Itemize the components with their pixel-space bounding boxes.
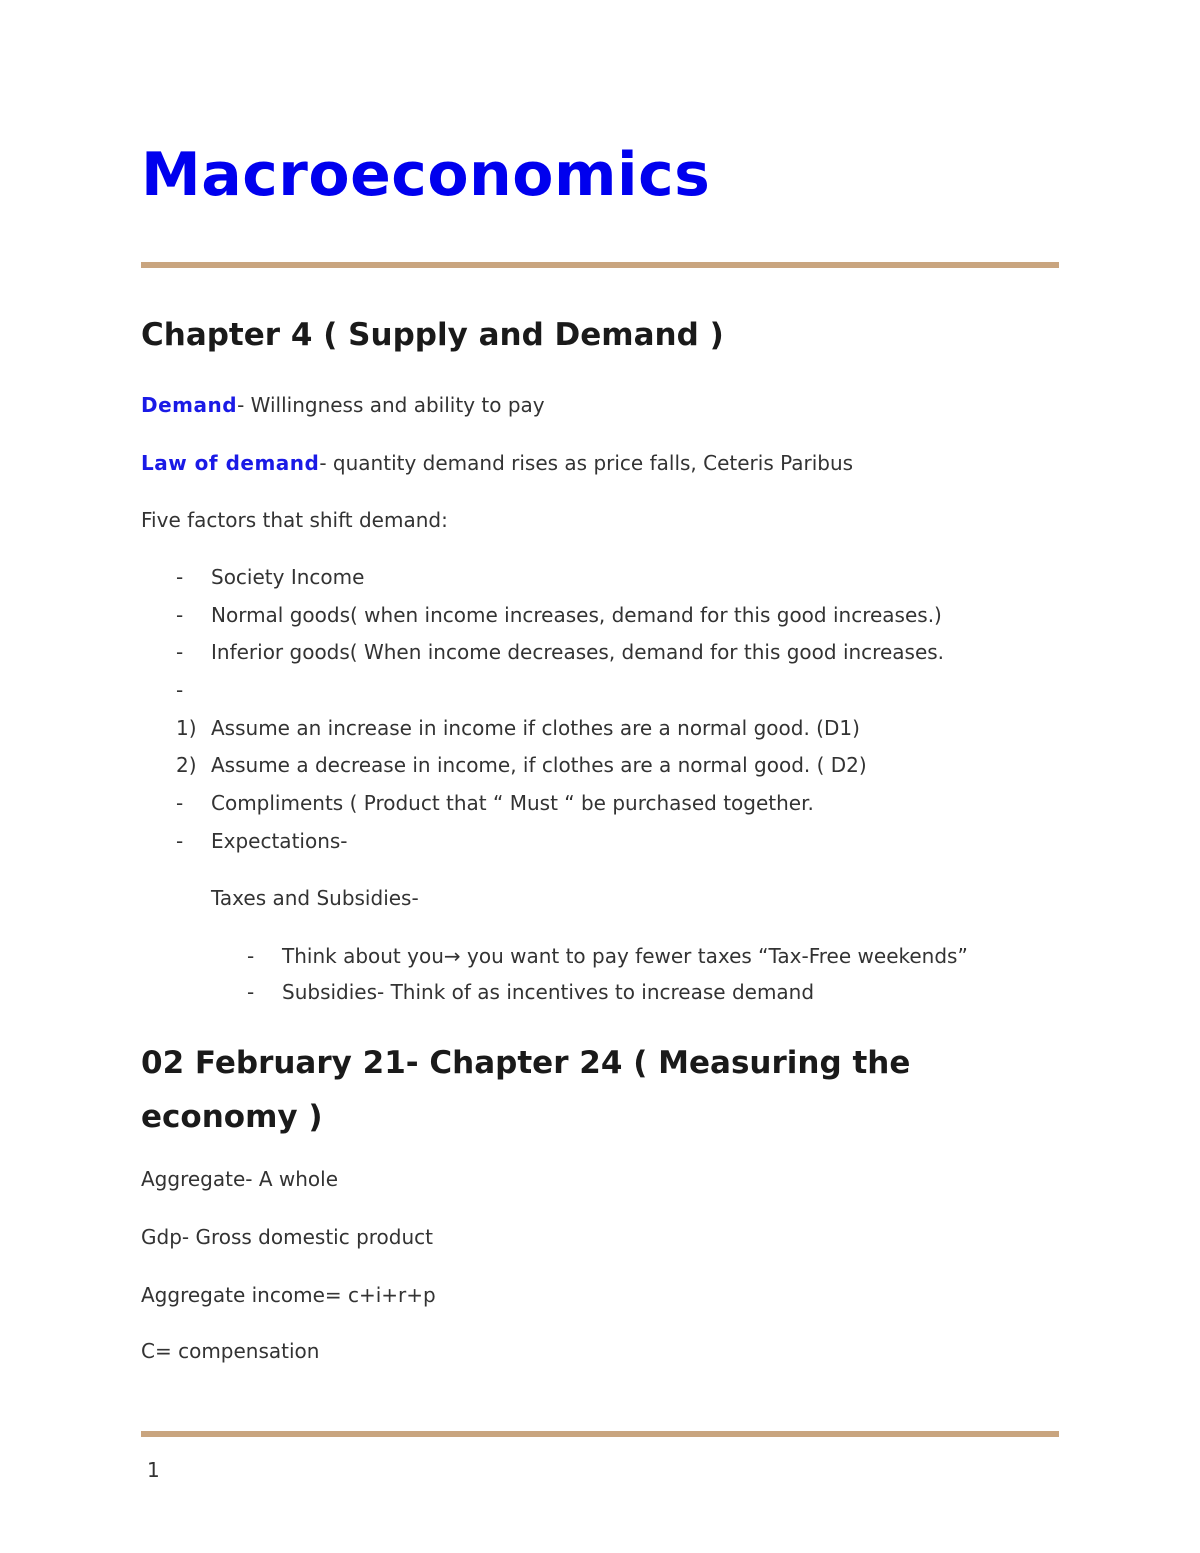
taxes-subheading: Taxes and Subsidies- (211, 886, 419, 910)
page-number: 1 (147, 1458, 160, 1482)
chapter-24-heading-line-1: 02 February 21- Chapter 24 ( Measuring the (141, 1045, 911, 1081)
list-marker: - (247, 944, 255, 968)
list-item: Subsidies- Think of as incentives to increase demand (282, 980, 815, 1004)
list-item: Assume a decrease in income, if clothes are a normal good. ( D2) (211, 753, 867, 777)
chapter-24-heading-line-2: economy ) (141, 1099, 323, 1135)
list-item: Inferior goods( When income decreases, demand for this good increases. (211, 640, 945, 664)
list-item: Think about you→ you want to pay fewer taxes “Tax-Free weekends” (282, 944, 968, 968)
list-marker: - (176, 565, 184, 589)
compensation-definition: C= compensation (141, 1339, 320, 1363)
demand-definition (141, 391, 545, 419)
list-item: Expectations- (211, 829, 348, 853)
list-marker: - (176, 791, 184, 815)
list-marker: - (176, 678, 184, 702)
factors-intro: Five factors that shift demand: (141, 508, 448, 532)
document-title: Macroeconomics (141, 140, 711, 210)
law-of-demand-text: - quantity demand rises as price falls, Ceteris Paribus (319, 451, 854, 475)
demand-definition-text: - Willingness and ability to pay (237, 393, 545, 417)
footer-rule (141, 1431, 1059, 1437)
list-marker: 2) (176, 753, 197, 777)
list-item: Compliments ( Product that “ Must “ be purchased together. (211, 791, 814, 815)
header-rule (141, 262, 1059, 268)
list-item: Normal goods( when income increases, demand for this good increases.) (211, 603, 942, 627)
list-item: Assume an increase in income if clothes are a normal good. (D1) (211, 716, 860, 740)
list-marker: - (176, 603, 184, 627)
chapter-4-heading: Chapter 4 ( Supply and Demand ) (141, 317, 724, 353)
list-marker: - (176, 640, 184, 664)
law-of-demand-term: Law of demand (141, 451, 320, 475)
list-marker: - (176, 829, 184, 853)
list-marker: 1) (176, 716, 197, 740)
aggregate-income-formula: Aggregate income= c+i+r+p (141, 1283, 436, 1307)
demand-term: Demand (141, 393, 238, 417)
chapter-24-heading (141, 1036, 910, 1144)
gdp-definition: Gdp- Gross domestic product (141, 1225, 433, 1249)
law-of-demand-definition (141, 449, 853, 477)
aggregate-definition: Aggregate- A whole (141, 1167, 339, 1191)
list-item: Society Income (211, 565, 365, 589)
list-marker: - (247, 980, 255, 1004)
